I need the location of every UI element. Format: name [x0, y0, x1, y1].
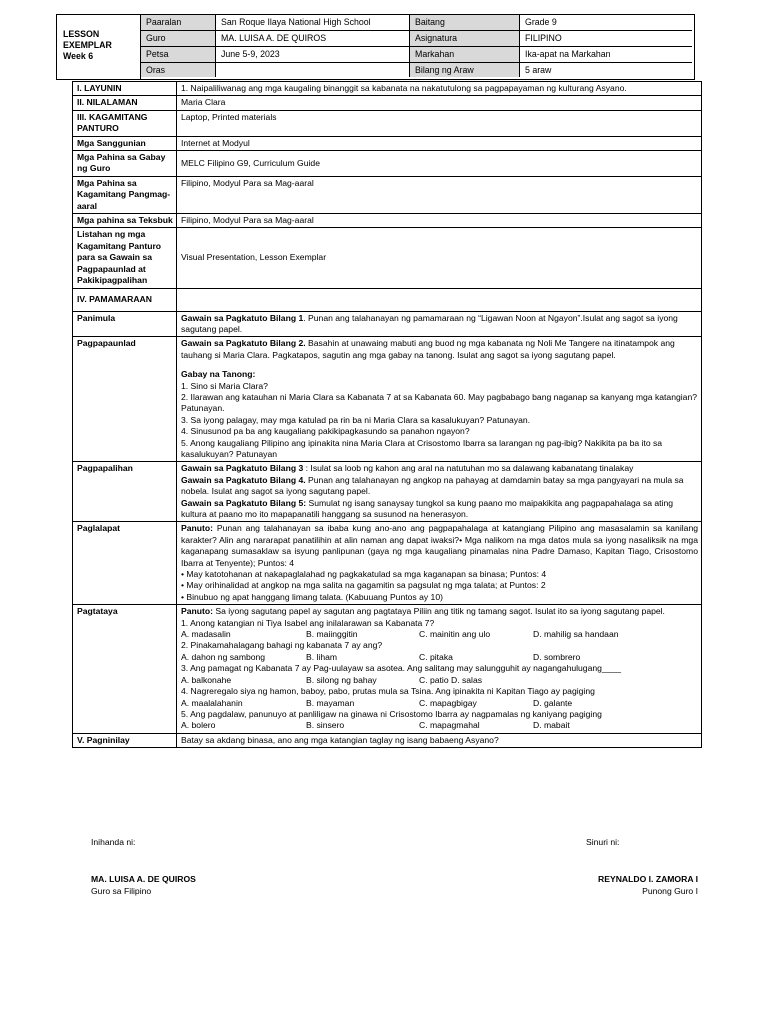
row-content: Visual Presentation, Lesson Exemplar [177, 228, 702, 288]
activity-title: Gawain sa Pagkatuto Bilang 1 [181, 312, 304, 323]
block-label-line-2: EXEMPLAR [63, 40, 112, 50]
header-key: Asignatura [410, 31, 520, 47]
instruction-text: Punan ang talahanayan sa ibaba kung ano-ano ang pagpapahalaga at katangiang Pilipino ang masasalamin sa kanilang karakter? Alin ang nararapat panatilihin at alin naman ang dapat iwaksi?• Mga nalikom na mga datos mula sa iyong nasaliksik na mga kaganapang sumasaklaw sa isyung panlipunan (gaya ng mga kaugaliang pinamalas nina Padre Damaso, Kapitan Tiago, Crisostomo Ibarra at Tenyente); Puntos: 4 [181, 523, 698, 568]
quiz-choice: B. silong ng bahay [306, 674, 377, 685]
guide-question: 3. Sa iyong palagay, may mga katulad pa rin ba ni Maria Clara sa kasalukuyan? Patunayan. [181, 414, 531, 425]
lesson-exemplar-label [57, 15, 141, 79]
guide-question: 5. Anong kaugaliang Pilipino ang ipinakita nina Maria Clara at Crisostomo Ibarra sa larangan ng pag-ibig? Nakikita pa ba ito sa kasalukuyan? Patunayan [181, 437, 663, 459]
quiz-choice: D. mahilig sa handaan [533, 629, 619, 640]
table-row [73, 311, 702, 337]
header-value: Ika-apat na Markahan [520, 47, 692, 63]
row-content: MELC Filipino G9, Curriculum Guide [177, 151, 702, 177]
quiz-choices [181, 629, 698, 640]
quiz-question: 1. Anong katangian ni Tiya Isabel ang inilalarawan sa Kabanata 7? [181, 617, 435, 628]
criteria-bullet: • Binubuo ng apat hanggang limang talata. (Kabuuang Puntos ay 10) [181, 591, 443, 602]
checked-by-label: Sinuri ni: [586, 837, 620, 847]
preparer-title: Guro sa Filipino [91, 886, 152, 896]
header-value: June 5-9, 2023 [216, 47, 410, 63]
quiz-choice: C. mainitin ang ulo [419, 629, 491, 640]
table-row [73, 733, 702, 747]
quiz-choices [181, 698, 698, 709]
table-row [73, 288, 702, 311]
header-grid [141, 15, 694, 79]
table-row [73, 176, 702, 213]
row-label: Listahan ng mga Kagamitang Panturo para sa Gawain sa Pagpapaunlad at Pakikipagpalihan [73, 228, 177, 288]
row-content-empty [177, 288, 702, 311]
instruction-text: Sa iyong sagutang papel ay sagutan ang pagtataya Piliin ang titik ng tamang sagot. Isulat ito sa iyong sagutang papel. [212, 606, 665, 617]
row-label: III. KAGAMITANG PANTURO [73, 110, 177, 136]
quiz-choice: D. mabait [533, 720, 570, 731]
quiz-choice [533, 675, 698, 686]
quiz-choice: D. galante [533, 697, 573, 708]
quiz-choice: C. pitaka [419, 651, 453, 662]
quiz-choice: B. maiinggitin [306, 629, 358, 640]
header-value [216, 63, 410, 77]
table-row [73, 605, 702, 733]
quiz-choice: A. maalalahanin [181, 697, 243, 708]
row-content: Internet at Modyul [177, 136, 702, 150]
activity-title: Gawain sa Pagkatuto Bilang 2. [181, 338, 306, 349]
row-content [177, 522, 702, 605]
row-label: Pagpapalihan [73, 462, 177, 522]
header-value: Grade 9 [520, 15, 692, 31]
header-value: FILIPINO [520, 31, 692, 47]
row-content [177, 462, 702, 522]
table-row [73, 228, 702, 288]
checker-title: Punong Guro I [642, 886, 698, 896]
row-label: V. Pagninilay [73, 733, 177, 747]
header-key: Bilang ng Araw [410, 63, 520, 77]
preparer-name: MA. LUISA A. DE QUIROS [91, 874, 196, 884]
row-content: Filipino, Modyul Para sa Mag-aaral [177, 176, 702, 213]
prepared-by-label: Inihanda ni: [91, 837, 136, 847]
quiz-question: 5. Ang pagdalaw, panunuyo at panliligaw na ginawa ni Crisostomo Ibarra ay nagpamalas ng kaniyang pagiging [181, 708, 602, 719]
guide-question: 1. Sino si Maria Clara? [181, 380, 268, 391]
header-key: Guro [141, 31, 216, 47]
header-value: MA. LUISA A. DE QUIROS [216, 31, 410, 47]
criteria-bullet: • May orihinalidad at angkop na mga salita na gagamitin sa pagsulat ng mga talata; at Puntos: 2 [181, 580, 546, 591]
lesson-table [72, 81, 702, 748]
header-key: Oras [141, 63, 216, 77]
row-label: Panimula [73, 311, 177, 337]
header-block [56, 14, 695, 80]
row-label: Mga Pahina sa Gabay ng Guro [73, 151, 177, 177]
row-label: Mga Sanggunian [73, 136, 177, 150]
row-label: Paglalapat [73, 522, 177, 605]
table-row [73, 82, 702, 96]
activity-text: Sumulat ng isang sanaysay tungkol sa kung paano mo maipakikita ang pagpapahalaga sa ating kultura at paano mo ito mapapanatili hanggang sa susunod na henerasyon. [181, 497, 674, 519]
row-content [177, 311, 702, 337]
checker-name: REYNALDO I. ZAMORA I [598, 874, 698, 884]
guide-question: 4. Sinusunod pa ba ang kaugaliang pakikipagkasundo sa panahon ngayon? [181, 426, 470, 437]
row-label: IV. PAMAMARAAN [73, 288, 177, 311]
header-key: Markahan [410, 47, 520, 63]
criteria-bullet: • May katotohanan at nakapaglalahad ng pagkakatulad sa mga kaganapan sa binasa; Puntos: 4 [181, 569, 547, 580]
table-row [73, 96, 702, 110]
row-label: Pagtataya [73, 605, 177, 733]
header-value: San Roque Ilaya National High School [216, 15, 410, 31]
quiz-choice: A. bolero [181, 720, 216, 731]
header-key: Paaralan [141, 15, 216, 31]
quiz-choice: C. patio D. salas [419, 674, 483, 685]
row-label: I. LAYUNIN [73, 82, 177, 96]
row-label: Pagpapaunlad [73, 337, 177, 462]
guide-questions-title: Gabay na Tanong: [181, 369, 256, 380]
quiz-choice: A. dahon ng sambong [181, 651, 266, 662]
quiz-choice: A. madasalin [181, 629, 231, 640]
table-row [73, 337, 702, 462]
activity-title: Gawain sa Pagkatuto Bilang 3 [181, 463, 304, 474]
quiz-choices [181, 652, 698, 663]
table-row [73, 214, 702, 228]
quiz-choices [181, 720, 698, 731]
table-row [73, 522, 702, 605]
activity-text: : Isulat sa loob ng kahon ang aral na natutuhan mo sa dalawang kabanatang tinalakay [303, 463, 634, 474]
row-content: Laptop, Printed materials [177, 110, 702, 136]
quiz-question: 2. Pinakamahalagang bahagi ng kabanata 7 ay ang? [181, 640, 383, 651]
table-row [73, 151, 702, 177]
row-label: Mga pahina sa Teksbuk [73, 214, 177, 228]
quiz-choice: B. sinsero [306, 720, 345, 731]
table-row [73, 136, 702, 150]
row-content [177, 605, 702, 733]
guide-question: 2. Ilarawan ang katauhan ni Maria Clara sa Kabanata 7 at sa Kabanata 60. May pagbabago bang naganap sa kanyang mga katangian? Patunayan. [181, 391, 697, 414]
table-row [73, 110, 702, 136]
row-content: Batay sa akdang binasa, ano ang mga katangian taglay ng isang babaeng Asyano? [177, 733, 702, 747]
quiz-choice: A. balkonahe [181, 674, 232, 685]
row-label: II. NILALAMAN [73, 96, 177, 110]
quiz-question: 4. Nagreregalo siya ng hamon, baboy, pabo, prutas mula sa Tsina. Ang ipinakita ni Kapitan Tiago ay pagiging [181, 686, 595, 697]
activity-title: Gawain sa Pagkatuto Bilang 4. [181, 474, 306, 485]
header-value: 5 araw [525, 65, 552, 75]
quiz-choice: D. sombrero [533, 651, 581, 662]
row-label: Mga Pahina sa Kagamitang Pangmag-aaral [73, 176, 177, 213]
quiz-choice: C. mapagbigay [419, 697, 477, 708]
activity-text: Basahin at unawaing mabuti ang buod ng mga kabanata ng Noli Me Tangere na itinatampok ang tauhang si Maria Clara. Pagkatapos, sagutin ang mga gabay na tanong. Isulat ang sagot sa iyong sagutang papel. [181, 338, 675, 360]
quiz-choices [181, 675, 698, 686]
activity-text: . Punan ang talahanayan ng pamamaraan ng “Ligawan Noon at Ngayon”.Isulat ang sagot sa iyong sagutang papel. [181, 312, 678, 334]
row-content [177, 337, 702, 462]
quiz-choice: C. mapagmahal [419, 720, 480, 731]
block-label-line-1: LESSON [63, 29, 100, 39]
header-key: Baitang [410, 15, 520, 31]
quiz-choice: B. liham [306, 651, 338, 662]
instruction-title: Panuto: [181, 523, 213, 534]
block-label-line-3: Week 6 [63, 51, 94, 61]
header-key: Petsa [141, 47, 216, 63]
row-content: Maria Clara [177, 96, 702, 110]
activity-title: Gawain sa Pagkatuto Bilang 5: [181, 497, 307, 508]
activity-text: Punan ang talahanayan ng angkop na pahayag at damdamin batay sa mga pangyayari na mula sa nobela. Isulat ang sagot sa iyong sagutang papel. [181, 474, 684, 497]
table-row [73, 462, 702, 522]
row-content: Filipino, Modyul Para sa Mag-aaral [177, 214, 702, 228]
instruction-title: Panuto: [181, 606, 213, 617]
quiz-question: 3. Ang pamagat ng Kabanata 7 ay Pag-uulayaw sa asotea. Ang salitang may salungguhit ay nagangahulugang____ [181, 663, 622, 674]
row-content: 1. Naipaliliwanag ang mga kaugaling binanggit sa kabanata na nakatutulong sa pagpapayaman ng kulturang Asyano. [177, 82, 702, 96]
quiz-choice: B. mayaman [306, 697, 355, 708]
